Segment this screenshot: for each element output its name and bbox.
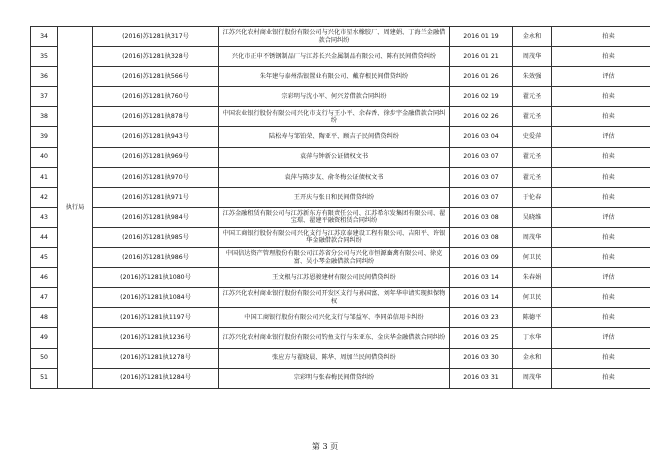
row-number: 44 <box>31 227 58 247</box>
disposal-method: 拍卖 <box>552 167 650 187</box>
disposal-method: 拍卖 <box>552 308 650 328</box>
disposal-method: 拍卖 <box>552 368 650 388</box>
table-row <box>31 248 650 268</box>
disposal-method: 拍卖 <box>552 147 650 167</box>
table-row <box>31 27 650 47</box>
case-number: (2016)苏1281执878号 <box>93 107 219 127</box>
filing-date: 2016 03 25 <box>450 328 513 348</box>
disposal-method: 拍卖 <box>552 107 650 127</box>
case-number: (2016)苏1281执566号 <box>93 67 219 87</box>
row-number: 47 <box>31 288 58 308</box>
judge-name: 周茂华 <box>513 227 552 247</box>
disposal-method: 评估 <box>552 127 650 147</box>
row-number: 41 <box>31 167 58 187</box>
case-number: (2016)苏1281执984号 <box>93 207 219 227</box>
case-number: (2016)苏1281执760号 <box>93 87 219 107</box>
filing-date: 2016 01 26 <box>450 67 513 87</box>
case-title: 袁萍与钟新公证债权文书 <box>219 147 450 167</box>
judge-name: 史爱萍 <box>513 127 552 147</box>
case-register-table <box>30 26 650 389</box>
case-title: 兴化市正申不锈钢制品厂与江苏长兴金属制品有限公司、陈有民间借贷纠纷 <box>219 47 450 67</box>
row-number: 49 <box>31 328 58 348</box>
page-number: 第 3 页 <box>311 442 339 451</box>
row-number: 35 <box>31 47 58 67</box>
row-number: 36 <box>31 67 58 87</box>
table-row <box>31 207 650 227</box>
case-number: (2016)苏1281执985号 <box>93 227 219 247</box>
case-number: (2016)苏1281执970号 <box>93 167 219 187</box>
judge-name: 朱春娟 <box>513 268 552 288</box>
table-row <box>31 47 650 67</box>
case-title: 王开庆与张日和民间借贷纠纷 <box>219 187 450 207</box>
row-number: 34 <box>31 27 58 47</box>
filing-date: 2016 03 14 <box>450 288 513 308</box>
case-title: 江苏兴化农村商业银行股份有限公司开发区支行与孙国富、刘年华申请实现担保物权 <box>219 288 450 308</box>
row-number: 42 <box>31 187 58 207</box>
row-number: 37 <box>31 87 58 107</box>
filing-date: 2016 03 04 <box>450 127 513 147</box>
judge-name: 翟元圣 <box>513 107 552 127</box>
case-title: 中国农业银行股份有限公司兴化市支行与王小平、余春香、徐步宇金融借款合同纠纷 <box>219 107 450 127</box>
disposal-method: 拍卖 <box>552 87 650 107</box>
filing-date: 2016 03 07 <box>450 187 513 207</box>
table-row <box>31 187 650 207</box>
filing-date: 2016 03 14 <box>450 268 513 288</box>
filing-date: 2016 03 07 <box>450 147 513 167</box>
disposal-method: 评估 <box>552 268 650 288</box>
case-title: 王文根与江苏恩骏建材有限公司民间借贷纠纷 <box>219 268 450 288</box>
case-number: (2016)苏1281执317号 <box>93 27 219 47</box>
judge-name: 吴晓维 <box>513 207 552 227</box>
judge-name: 金永和 <box>513 27 552 47</box>
table-row <box>31 368 650 388</box>
case-title: 朱年建与泰州浩银置业有限公司、戴存根民间借贷纠纷 <box>219 67 450 87</box>
row-number: 43 <box>31 207 58 227</box>
case-number: (2016)苏1281执943号 <box>93 127 219 147</box>
case-number: (2016)苏1281执1197号 <box>93 308 219 328</box>
case-number: (2016)苏1281执971号 <box>93 187 219 207</box>
table-row <box>31 268 650 288</box>
judge-name: 陈德平 <box>513 308 552 328</box>
table-row <box>31 328 650 348</box>
disposal-method: 评估 <box>552 207 650 227</box>
filing-date: 2016 02 26 <box>450 107 513 127</box>
judge-name: 何卫民 <box>513 288 552 308</box>
row-number: 50 <box>31 348 58 368</box>
case-number: (2016)苏1281执986号 <box>93 248 219 268</box>
filing-date: 2016 03 30 <box>450 348 513 368</box>
table-row <box>31 227 650 247</box>
case-number: (2016)苏1281执328号 <box>93 47 219 67</box>
filing-date: 2016 03 31 <box>450 368 513 388</box>
judge-name: 周茂华 <box>513 47 552 67</box>
judge-name: 于伦春 <box>513 187 552 207</box>
disposal-method: 拍卖 <box>552 227 650 247</box>
judge-name: 丁水华 <box>513 328 552 348</box>
case-number: (2016)苏1281执1084号 <box>93 288 219 308</box>
row-number: 39 <box>31 127 58 147</box>
disposal-method: 拍卖 <box>552 248 650 268</box>
disposal-method: 拍卖 <box>552 27 650 47</box>
filing-date: 2016 02 19 <box>450 87 513 107</box>
row-number: 38 <box>31 107 58 127</box>
table-row <box>31 147 650 167</box>
case-number: (2016)苏1281执1278号 <box>93 348 219 368</box>
filing-date: 2016 03 08 <box>450 207 513 227</box>
case-title: 中国工商银行股份有限公司兴化支行与邹益军、李同弟信用卡纠纷 <box>219 308 450 328</box>
disposal-method: 拍卖 <box>552 288 650 308</box>
table-row <box>31 127 650 147</box>
case-title: 宗彩明与沈小军、何兴芳借款合同纠纷 <box>219 87 450 107</box>
case-title: 中国工商银行股份有限公司兴化支行与江苏京泰建设工程有限公司、吉阳平、许银华金融借款合同纠纷 <box>219 227 450 247</box>
row-number: 45 <box>31 248 58 268</box>
row-number: 40 <box>31 147 58 167</box>
judge-name: 金永和 <box>513 348 552 368</box>
department-cell: 执行局 <box>58 27 93 389</box>
row-number: 46 <box>31 268 58 288</box>
row-number: 48 <box>31 308 58 328</box>
disposal-method: 拍卖 <box>552 187 650 207</box>
filing-date: 2016 01 19 <box>450 27 513 47</box>
judge-name: 何卫民 <box>513 248 552 268</box>
case-title: 中国信达资产管理股份有限公司江苏省分公司与兴化市恒源畜禽有限公司、徐克富、吴小琴金融借款合同纠纷 <box>219 248 450 268</box>
disposal-method: 评估 <box>552 328 650 348</box>
case-title: 张应方与翟晓晨、陈华、周加兰民间借贷纠纷 <box>219 348 450 368</box>
table-row <box>31 167 650 187</box>
table-row <box>31 348 650 368</box>
case-title: 江苏兴化农村商业银行股份有限公司钓鱼支行与朱亚东、金庆华金融借款合同纠纷 <box>219 328 450 348</box>
disposal-method: 评估 <box>552 67 650 87</box>
judge-name: 翟元圣 <box>513 147 552 167</box>
case-number: (2016)苏1281执1080号 <box>93 268 219 288</box>
disposal-method: 拍卖 <box>552 348 650 368</box>
judge-name: 朱效强 <box>513 67 552 87</box>
filing-date: 2016 03 07 <box>450 167 513 187</box>
case-title: 陆松寿与邹铂荣、陶亚平、顾吉子民间借贷纠纷 <box>219 127 450 147</box>
table-row <box>31 87 650 107</box>
row-number: 51 <box>31 368 58 388</box>
case-number: (2016)苏1281执969号 <box>93 147 219 167</box>
judge-name: 翟元圣 <box>513 167 552 187</box>
disposal-method: 拍卖 <box>552 47 650 67</box>
table-row <box>31 308 650 328</box>
case-number: (2016)苏1281执1284号 <box>93 368 219 388</box>
case-title: 江苏兴化农村商业银行股份有限公司与兴化市星水橡胶厂、周建娟、丁海兰金融借款合同纠纷 <box>219 27 450 47</box>
case-title: 江苏金融租赁有限公司与江苏新东方有限责任公司、江苏希尔发集团有限公司、翟宝璟、翟建平融资租赁合同纠纷 <box>219 207 450 227</box>
case-title: 袁萍与陈步友、俞冬梅公证债权文书 <box>219 167 450 187</box>
judge-name: 周茂华 <box>513 368 552 388</box>
filing-date: 2016 03 08 <box>450 227 513 247</box>
table-row <box>31 288 650 308</box>
case-title: 宗彩明与张春梅民间借贷纠纷 <box>219 368 450 388</box>
case-number: (2016)苏1281执1236号 <box>93 328 219 348</box>
judge-name: 翟元圣 <box>513 87 552 107</box>
filing-date: 2016 03 23 <box>450 308 513 328</box>
table-row <box>31 67 650 87</box>
case-rows <box>31 27 650 389</box>
filing-date: 2016 01 21 <box>450 47 513 67</box>
table-row <box>31 107 650 127</box>
filing-date: 2016 03 09 <box>450 248 513 268</box>
